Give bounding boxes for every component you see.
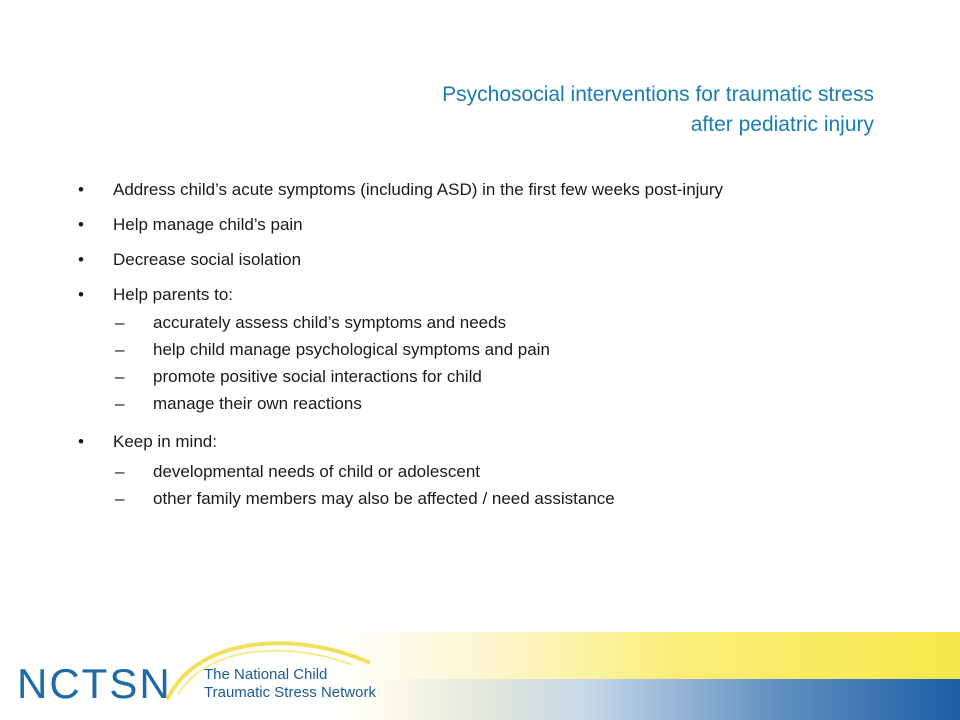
org-name-line-2: Traumatic Stress Network: [204, 684, 376, 701]
dash-marker: –: [115, 367, 125, 386]
bullet-marker: •: [78, 215, 84, 234]
help-parents-sublist: [78, 309, 868, 417]
sub-item-text: other family members may also be affected / need assistance: [153, 489, 615, 508]
bullet-marker: •: [78, 432, 84, 451]
sub-item-text: promote positive social interactions for child: [153, 367, 482, 386]
bullet-text: Decrease social isolation: [113, 250, 302, 269]
bullet-acute-symptoms: [78, 177, 868, 202]
bullet-text: Keep in mind:: [113, 432, 217, 451]
bullet-text: Address child’s acute symptoms (including ASD) in the first few weeks post-injury: [113, 180, 724, 199]
dash-marker: –: [115, 394, 125, 413]
bullet-text: Help parents to:: [113, 285, 234, 304]
sub-item-manage-symptoms: [78, 336, 868, 363]
nctsn-logo: NCTSN: [17, 660, 172, 707]
dash-marker: –: [115, 313, 125, 332]
bullet-text: Help manage child’s pain: [113, 215, 303, 234]
organization-name: [204, 666, 376, 702]
sub-item-text: manage their own reactions: [153, 394, 362, 413]
sub-item-own-reactions: [78, 390, 868, 417]
bullet-marker: •: [78, 180, 84, 199]
bullet-list: [78, 177, 868, 512]
sub-item-assess: [78, 309, 868, 336]
keep-in-mind-sublist: [78, 458, 868, 512]
sub-item-text: developmental needs of child or adolescent: [153, 462, 480, 481]
sub-item-text: accurately assess child’s symptoms and needs: [153, 313, 507, 332]
bullet-keep-in-mind: [78, 429, 868, 512]
org-name-line-1: The National Child: [204, 666, 328, 683]
dash-marker: –: [115, 462, 125, 481]
sub-item-family-members: [78, 485, 868, 512]
slide-title-line-2: after pediatric injury: [690, 113, 874, 136]
sub-item-social-interactions: [78, 363, 868, 390]
sub-item-developmental: [78, 458, 868, 485]
bullet-pain: [78, 212, 868, 237]
sub-item-text: help child manage psychological symptoms and pain: [153, 340, 550, 359]
bullet-help-parents: [78, 282, 868, 417]
dash-marker: –: [115, 489, 125, 508]
slide-title-line-1: Psychosocial interventions for traumatic stress: [442, 83, 874, 106]
bullet-marker: •: [78, 250, 84, 269]
bullet-marker: •: [78, 285, 84, 304]
bullet-social-isolation: [78, 247, 868, 272]
slide-title: [174, 80, 874, 140]
footer-blue-strip: [380, 679, 960, 720]
dash-marker: –: [115, 340, 125, 359]
